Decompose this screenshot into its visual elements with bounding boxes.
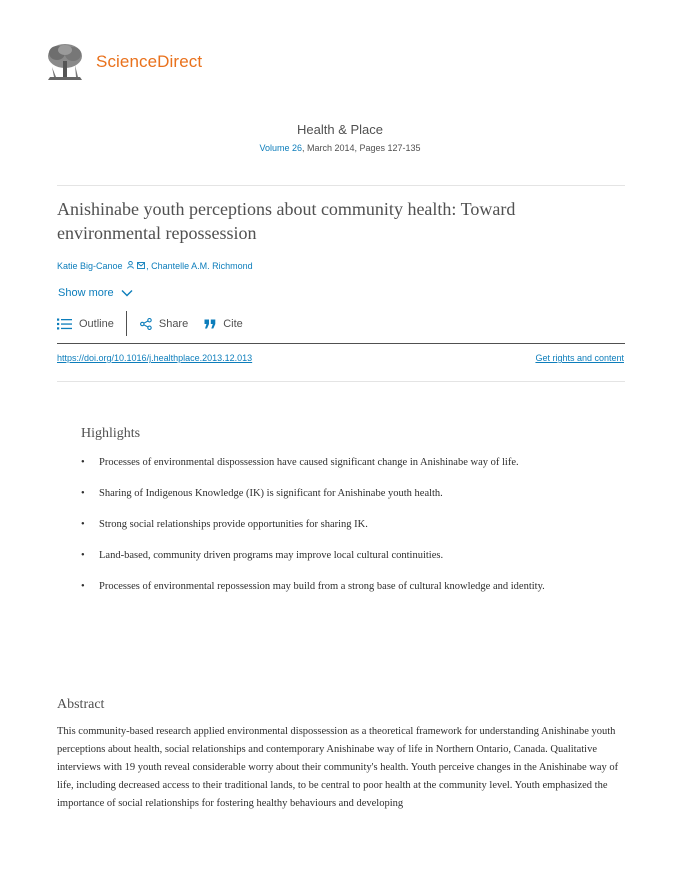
article-toolbar [57,311,243,336]
cite-label: Cite [223,317,243,330]
author-link[interactable]: Chantelle A.M. Richmond [151,261,253,271]
brand-name: ScienceDirect [96,52,203,71]
journal-title[interactable]: Health & Place [297,122,383,137]
cite-button[interactable] [204,318,243,330]
highlight-text: Processes of environmental repossession may build from a strong base of cultural knowledge and identity. [99,581,545,592]
divider [57,185,625,186]
abstract-heading: Abstract [57,697,105,712]
highlight-text: Strong social relationships provide opportunities for sharing IK. [99,519,368,530]
quote-icon [204,319,216,329]
author-link[interactable]: Katie Big-Canoe [57,261,123,271]
show-more-button[interactable] [58,287,133,299]
envelope-icon[interactable] [137,262,145,271]
list-item [81,547,551,564]
person-icon[interactable] [127,261,134,271]
article-title: Anishinabe youth perceptions about community health: Toward environmental repossession [57,199,516,243]
highlights-list [81,454,551,609]
bullet: • [81,519,85,530]
sciencedirect-logo[interactable] [44,43,202,81]
divider [57,381,625,382]
abstract-text: This community-based research applied environmental dispossession as a theoretical framework for understanding Anishinabe youth perceptions about health, social relationships and contemporary Anishinabe way of life in Northern Ontario, Canada. Qualitative interviews with 19 youth reveal considerable worry about their community's health. Youth perceive changes in the Anishinabe way of life, including decreased access to their traditional lands, to be central to poor health at the community level. Youth emphasized the importance of social relationships for fostering healthy behaviours and developing [57,726,619,809]
divider [57,343,625,344]
share-button[interactable] [140,318,188,330]
issue-info [0,143,680,153]
bullet: • [81,457,85,468]
list-item [81,485,551,502]
share-label: Share [158,317,189,330]
outline-label: Outline [79,317,114,330]
toolbar-divider [126,311,127,336]
highlights-heading: Highlights [81,426,141,441]
outline-list-icon [57,318,72,330]
author-list [57,261,253,271]
author-separator: , [146,261,149,271]
list-item [81,516,551,533]
highlight-text: Sharing of Indigenous Knowledge (IK) is significant for Anishinabe youth health. [99,488,443,499]
elsevier-tree-icon [44,43,86,81]
list-item [81,454,551,471]
doi-link[interactable]: https://doi.org/10.1016/j.healthplace.2013.12.013 [57,353,253,363]
highlight-text: Processes of environmental dispossession have caused significant change in Anishinabe way of life. [99,457,519,468]
rights-link[interactable]: Get rights and content [535,353,624,363]
bullet: • [81,581,85,592]
chevron-down-icon [121,289,133,297]
bullet: • [81,550,85,561]
show-more-label: Show more [58,287,114,299]
issue-details: , March 2014, Pages 127-135 [301,143,421,153]
volume-link[interactable]: Volume 26 [259,143,302,153]
share-icon [140,318,152,330]
outline-button[interactable] [57,318,114,330]
bullet: • [81,488,85,499]
highlight-text: Land-based, community driven programs may improve local cultural continuities. [99,550,444,561]
list-item [81,578,551,595]
